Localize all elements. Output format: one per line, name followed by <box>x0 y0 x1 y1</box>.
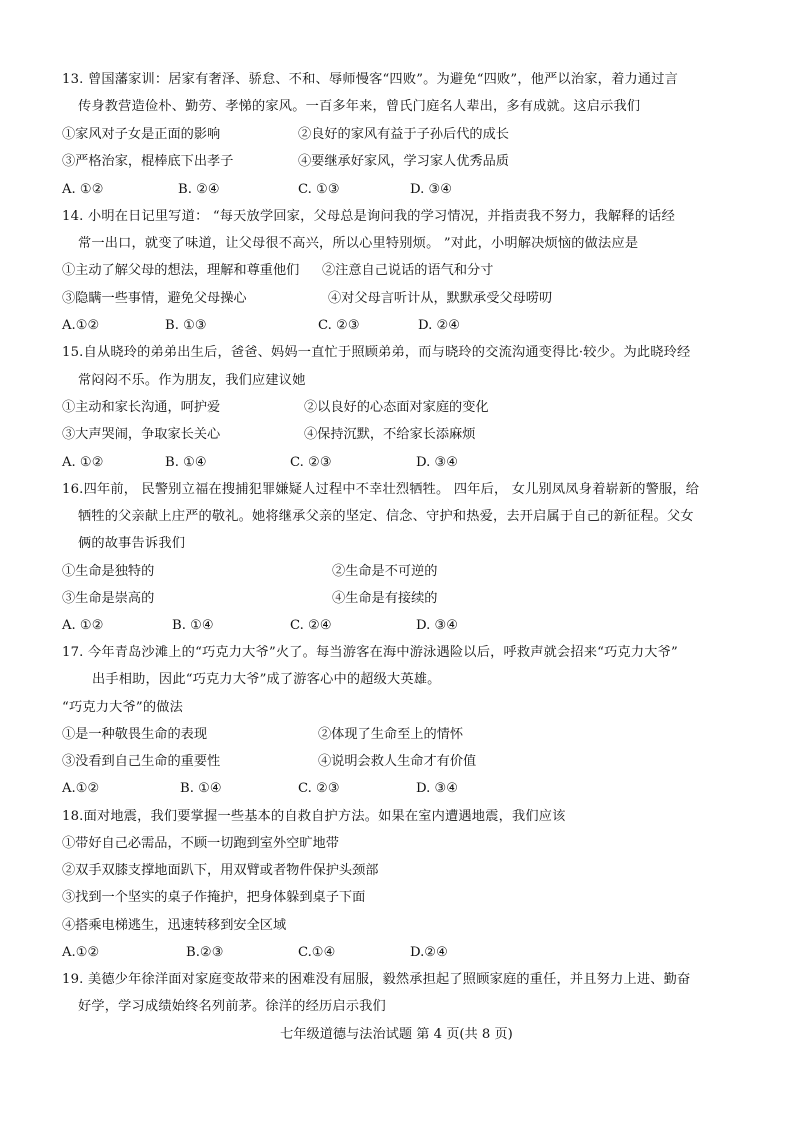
q18-statement-2: ②双手双膝支撑地面趴下，用双臂或者物件保护头颈部 <box>62 863 379 878</box>
q16-option-c: C. ②④ <box>290 618 332 633</box>
q16-statement-1: ①生命是独特的 <box>62 564 155 579</box>
q15-stem-line-1: 15.自从晓玲的弟弟出生后，爸爸、妈妈一直忙于照顾弟弟，而与晓玲的交流沟通变得比·较少。为此晓玲经 <box>62 345 691 360</box>
q16-option-a: A. ①② <box>62 618 104 633</box>
q17-stem-line-3: “巧克力大爷”的做法 <box>62 700 183 715</box>
q14-stem-line-1: 14. 小明在日记里写道： “每天放学回家，父母总是询问我的学习情况，并指责我不努力，我解释的话经 <box>62 209 675 224</box>
q15-option-d: D. ③④ <box>416 455 459 470</box>
q16-stem-line-1: 16.四年前， 民警别立福在搜捕犯罪嫌疑人过程中不幸壮烈牺牲。 四年后， 女儿别凤凤身着崭新的警服，给 <box>62 482 700 497</box>
q13-option-d: D. ③④ <box>410 182 453 197</box>
q17-statement-1: ①是一种敬畏生命的表现 <box>62 727 208 742</box>
q18-option-c: C.①④ <box>298 945 336 960</box>
q15-option-b: B. ①④ <box>165 455 207 470</box>
q18-option-a: A.①② <box>62 945 100 960</box>
q13-stem-line-2: 传身教营造俭朴、勤劳、孝悌的家风。一百多年来，曾氏门庭名人辈出，多有成就。这启示我们 <box>78 99 641 114</box>
q18-option-d: D.②④ <box>410 945 448 960</box>
q15-stem-line-2: 常闷闷不乐。作为朋友，我们应建议她 <box>78 373 306 388</box>
q14-statement-2: ②注意自己说话的语气和分寸 <box>322 263 494 278</box>
q13-statement-4: ④要继承好家风，学习家人优秀品质 <box>298 154 509 169</box>
q18-statement-1: ①带好自己必需品，不顾一切跑到室外空旷地带 <box>62 836 339 851</box>
q15-option-c: C. ②③ <box>290 455 332 470</box>
q17-statement-3: ③没看到自己生命的重要性 <box>62 754 221 769</box>
q15-statement-2: ②以良好的心态面对家庭的变化 <box>304 400 489 415</box>
q13-option-c: C. ①③ <box>298 182 340 197</box>
q15-statement-1: ①主动和家长沟通，呵护爱 <box>62 400 221 415</box>
q13-statement-3: ③严格治家，棍棒底下出孝子 <box>62 154 234 169</box>
q14-statement-4: ④对父母言听计从，默默承受父母唠叨 <box>328 291 553 306</box>
page-footer: 七年级道德与法治试题 第 4 页(共 8 页) <box>280 1027 513 1042</box>
q19-stem-line-2: 好学，学习成绩始终名列前茅。徐洋的经历启示我们 <box>78 999 386 1014</box>
q13-statement-2: ②良好的家风有益于子孙后代的成长 <box>298 127 509 142</box>
q14-option-d: D. ②④ <box>418 318 461 333</box>
q16-option-b: B. ①④ <box>172 618 214 633</box>
q19-stem-line-1: 19. 美德少年徐洋面对家庭变故带来的困难没有屈服，毅然承担起了照顾家庭的重任，并且努力上进、勤奋 <box>62 972 691 987</box>
q18-statement-4: ④搭乘电梯逃生，迅速转移到安全区域 <box>62 918 287 933</box>
q16-statement-4: ④生命是有接续的 <box>332 591 438 606</box>
q14-option-c: C. ②③ <box>318 318 360 333</box>
q14-option-b: B. ①③ <box>165 318 207 333</box>
q16-option-d: D. ③④ <box>416 618 459 633</box>
q15-statement-4: ④保持沉默，不给家长添麻烦 <box>304 427 476 442</box>
q16-statement-3: ③生命是崇高的 <box>62 591 155 606</box>
q17-statement-4: ④说明会救人生命才有价值 <box>318 754 477 769</box>
q18-option-b: B.②③ <box>186 945 224 960</box>
q16-stem-line-3: 俩的故事告诉我们 <box>78 536 186 551</box>
q17-option-d: D. ③④ <box>416 781 459 796</box>
q17-stem-line-1: 17. 今年青岛沙滩上的“巧克力大爷”火了。每当游客在海中游泳遇险以后，呼救声就会招来“巧克力大爷” <box>62 645 679 660</box>
q16-stem-line-2: 牺牲的父亲献上庄严的敬礼。她将继承父亲的坚定、信念、守护和热爱，去开启属于自己的新征程。父女 <box>78 509 694 524</box>
q17-option-c: C. ②③ <box>298 781 340 796</box>
q18-statement-3: ③找到一个坚实的桌子作掩护，把身体躲到桌子下面 <box>62 890 366 905</box>
q18-stem-line-1: 18.面对地震，我们要掌握一些基本的自救自护方法。如果在室内遭遇地震，我们应该 <box>62 809 566 824</box>
q14-stem-line-2: 常一出口，就变了味道，让父母很不高兴，所以心里特别烦。 ”对此，小明解决烦恼的做法应是 <box>78 236 639 251</box>
q14-statement-1: ①主动了解父母的想法，理解和尊重他们 <box>62 263 300 278</box>
q17-stem-line-2: 出手相助，因此“巧克力大爷”成了游客心中的超级大英雄。 <box>92 672 441 687</box>
q13-stem-line-1: 13. 曾国藩家训：居家有奢泽、骄怠、不和、辱师慢客“四败”。为避免“四败”，他严以治家，着力通过言 <box>62 72 679 87</box>
q13-statement-1: ①家风对子女是正面的影响 <box>62 127 221 142</box>
q17-statement-2: ②体现了生命至上的情怀 <box>318 727 464 742</box>
q15-option-a: A. ①② <box>62 455 104 470</box>
q13-option-b: B. ②④ <box>178 182 220 197</box>
q15-statement-3: ③大声哭闹，争取家长关心 <box>62 427 221 442</box>
q17-option-b: B. ①④ <box>180 781 222 796</box>
q13-option-a: A. ①② <box>62 182 104 197</box>
q14-option-a: A.①② <box>62 318 100 333</box>
q14-statement-3: ③隐瞒一些事情，避免父母操心 <box>62 291 247 306</box>
q17-option-a: A.①② <box>62 781 100 796</box>
q16-statement-2: ②生命是不可逆的 <box>332 564 438 579</box>
